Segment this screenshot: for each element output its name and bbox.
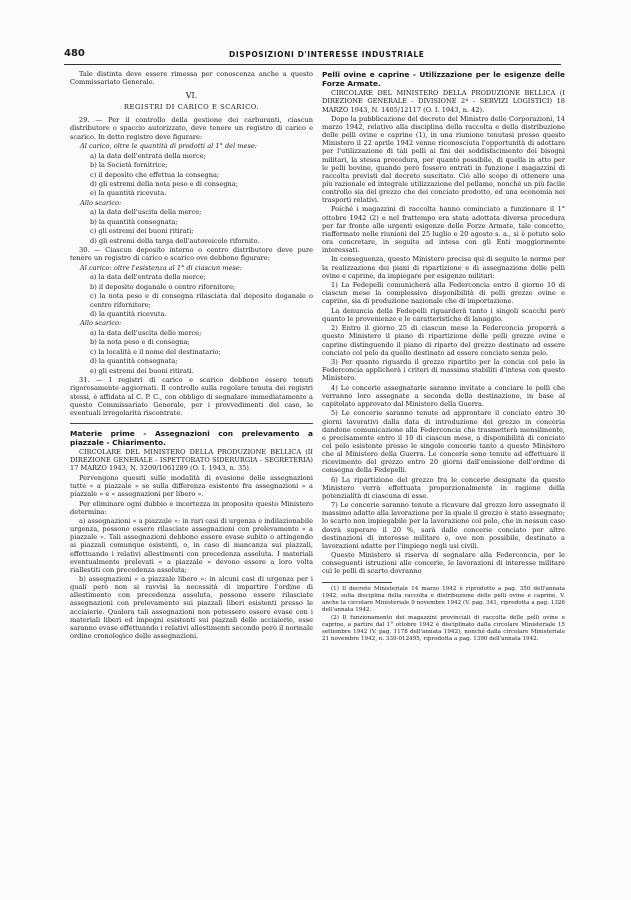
list-item: c) il deposito che effettua la consegna; bbox=[90, 170, 220, 179]
section-divider bbox=[70, 423, 313, 424]
list-item: c) gli estremi dei buoni ritirati; bbox=[90, 227, 194, 236]
list-item: e) la quantità ricevuta. bbox=[90, 189, 167, 198]
section-title: REGISTRI DI CARICO E SCARICO. bbox=[123, 103, 260, 112]
body-paragraph: Per eliminare ogni dubbio e incertezza in proposito questo Ministero determina: bbox=[70, 499, 313, 516]
article-31: 31. — I registri di carico e scarico debbono essere tenuti rigorosamente aggiornati. Il controllo sulla regolare tenuta dei registri stessi, è affidata al C. P. C., con obbligo di segnalare immediatamente a questo Commissariato Generale, per i provvedimenti del caso, le eventuali irregolarità riscontrate. bbox=[70, 376, 313, 417]
body-paragraph: Questo Ministero si riserva di segnalare alla Federconcia, per le conseguenti istruzioni alle concerie, le lavorazioni di interesse militare cui le pelli di scarto dovranno bbox=[322, 551, 565, 576]
clause-b: b) assegnazioni « a piazzale libero »: in alcuni casi di urgenza per i quali però non si ravvisi la necessità di impartire l'ordine di allestimento con precedenza assoluta, possono essere rilasciate assegnazioni con prelevamento sui piazzali liberi esistenti presso le acciaierie. Qualora tali assegnazioni non potessero essere evase con i materiali liberi ed impegni esistenti sui piazzali delle acciaierie, esse saranno evase effettuando i relativi allestimenti secondo però il normale ordine cronologico delle assegnazioni. bbox=[70, 575, 313, 640]
list-item: d) gli estremi della targa dell'autoveicolo rifornito. bbox=[90, 236, 260, 245]
page-header bbox=[64, 48, 561, 65]
page-number: 480 bbox=[64, 48, 85, 59]
list-item: b) la Società fornitrice; bbox=[90, 161, 168, 170]
body-paragraph: Pervengono quesiti sulle modalità di evasione delle assegnazioni tutte « a piazzale » se sulla differenza esistente fra assegnazioni « a piazzale » e « assegnazioni per libero ». bbox=[70, 473, 313, 499]
list-item: c) la località e il nome del destinatario; bbox=[90, 347, 221, 356]
body-paragraph: Poiché i magazzini di raccolta hanno cominciato a funzionare il 1° ottobre 1942 (2) e nel frattempo era stata adottata diversa procedura per far fronte alle urgenti esigenze delle Forze Armate, tale concetto, riaffermato nelle riunioni del 25 luglio e 20 agosto s. a., si è potuto solo ora concretare, in seguito ad intesa con gli Enti maggiormente interessati. bbox=[322, 205, 565, 254]
list-item: e) gli estremi dei buoni ritirati. bbox=[90, 366, 194, 375]
list-item: a) la data dell'entrata della merce; bbox=[90, 151, 206, 160]
running-title: DISPOSIZIONI D'INTERESSE INDUSTRIALE bbox=[229, 50, 425, 59]
footnote-rule bbox=[322, 582, 392, 583]
carico-label: Al carico, oltre le quantità di prodotti al 1° del mese: bbox=[80, 142, 257, 151]
body-paragraph: In conseguenza, questo Ministero precisa qui di seguito le norme per la realizzazione dei piani di ripartizione e di assegnazione delle pelli ovine e caprine, da impiegare per esigenze militari: bbox=[322, 255, 565, 280]
article-heading: Pelli ovine e caprine - Utilizzazione per le esigenze delle Forze Armate. bbox=[322, 70, 565, 88]
circular-reference: CIRCOLARE DEL MINISTERO DELLA PRODUZIONE BELLICA (I DIREZIONE GENERALE - DIVISIONE 2ª - SERVIZI LOGISTICI) 18 MARZO 1943, N. 1405/12117 (O. I. 1943, n. 42). bbox=[322, 89, 565, 114]
article-heading: Materie prime - Assegnazioni con prelevamento a piazzale - Chiarimento. bbox=[70, 428, 313, 447]
rule-3: 3) Per quanto riguarda il grezzo ripartito per la concia col pelo la Federconcia applicherà i criteri di massima stabiliti d'intesa con questo Ministero. bbox=[322, 358, 565, 383]
section-number: VI. bbox=[185, 91, 198, 101]
body-paragraph: La denuncia della Fedepelli riguarderà tanto i singoli scacchi però quanto le provenienze e le caratteristiche di lanaggio. bbox=[322, 306, 565, 323]
list-item: a) la data dell'uscita della merce; bbox=[90, 208, 202, 217]
carico-label: Al carico: oltre l'esistenza al 1° di ciascun mese: bbox=[80, 263, 242, 272]
list-item: c) la nota peso e di consegna rilasciata dal deposito doganale o centro rifornitore; bbox=[90, 292, 313, 309]
article-29: 29. — Per il controllo della gestione dei carburanti, ciascun distributore o spaccio autorizzato, deve tenere un registro di carico e scarico. In detto registro deve figurare: bbox=[70, 116, 313, 141]
list-item: b) il deposito doganale o centro rifornitore; bbox=[90, 282, 236, 291]
article-30: 30. — Ciascun deposito interno o centro distributore deve pure tenere un registro di carico e scarico ove debbono figurare: bbox=[70, 246, 313, 263]
rule-7: 7) Le concerie saranno tenute a ricavare dal grezzo loro assegnato il massimo adatto alla lavorazione per la quale il grezzo è stato assegnato; lo scarto non impiegabile per la lavorazione col pelo, che in nessun caso dovrà superare il 20 %, sarà dalle concerie conciato per altre destinazioni di interesse militare e, ove non possibile, destinato a lavorazioni adatte per l'impiego negli usi civili. bbox=[322, 501, 565, 550]
left-column bbox=[70, 70, 313, 641]
list-item: b) la quantità consegnata; bbox=[90, 217, 178, 226]
list-item: b) la nota peso e di consegna; bbox=[90, 338, 190, 347]
rule-1: 1) La Fedepelli comunicherà alla Federconcia entro il giorno 10 di ciascun mese la complessiva disponibilità di pelli grezze ovine e caprine, sia di produzione nazionale che di importazione. bbox=[322, 281, 565, 306]
body-paragraph: Dopo la pubblicazione del decreto del Ministro delle Corporazioni, 14 marzo 1942, relativo alla disciplina della raccolta e della distribuzione delle pelli ovine e caprine (1), in una riunione tenutasi presso questo Ministero il 22 aprile 1942 venne riconosciuta l'opportunità di adottare per l'utilizzazione di tali pelli ai fini dei soddisfacimento dei bisogni militari, la stessa procedura, per quanto possibile, di quella in atto per le pelli bovine, quando però fossero entrati in funzione i magazzini di raccolta previsti dal decreto suscitato. Ciò allo scopo di ottenere una più razionale ed integrale utilizzazione del pellame, nonché un più facile controllo sia del grezzo che dei conciato prodotto, ed una economia nei trasporti relativi. bbox=[322, 115, 565, 204]
list-item: d) gli estremi della nota peso e di consegna; bbox=[90, 179, 238, 188]
list-item: a) la data dell'uscita delle merce; bbox=[90, 328, 202, 337]
circular-reference: CIRCOLARE DEL MINISTERO DELLA PRODUZIONE BELLICA (II DIREZIONE GENERALE - ISPETTORATO SIDERURGIA - SEGRETERIA) 17 MARZO 1943, N. 3209/1061289 (O. I. 1943, n. 35). bbox=[70, 448, 313, 473]
list-item: d) la quantità consegnata; bbox=[90, 357, 178, 366]
rule-2: 2) Entro il giorno 25 di ciascun mese la Federconcia proporrà a questo Ministero il piano di ripartizione delle pelli grezze ovine e caprine distinguendo il piano di riparto del grezzo destinato ad essere conciato col pelo da quello destinato ad essere conciato senza pelo. bbox=[322, 324, 565, 357]
intro-paragraph: Tale distinta deve essere rimessa per conoscenza anche a questo Commissariato Generale. bbox=[70, 70, 313, 87]
rule-5: 5) Le concerie saranno tenute ad approntare il conciato entro 30 giorni lavorativi dalla data di introduzione del grezzo in conceria dandone comunicazione alla Federconcia che trasmetterà mensilmente, e precisamente entro il 10 di ciascun mese, a disponibilità di conciato col pelo esistente presso le singole concerie tanto a questo Ministero che al Ministero della Guerra. Le conceríe sono tenute ad effettuare il ricevimento del grezzo entro 20 giorni dall'emissione dell'ordine di consegna della Fedepelli. bbox=[322, 409, 565, 475]
clause-a: a) assegnazioni « a piazzale »: in rari casi di urgenza e indilazionabile urgenza, possono essere rilasciate assegnazioni con prelevamento « a piazzale ». Tali assegnazioni debbono essere evase subito o attingendo ai piazzali comunque esistenti, o, in caso di mancanza sui piazzali, effettuando i relativi allestimenti con precedenza assoluta. I materiali eventualmente prelevati « a piazzale » devono essere a loro volta riallestiti con precedenza assoluta; bbox=[70, 517, 313, 574]
scarico-label: Allo scarico: bbox=[80, 319, 122, 328]
footnote-1: (1) Il decreto Ministeriale 14 marzo 1942 è riprodotto a pag. 350 dell'annata 1942, sulla disciplina della raccolta e distribuzione delle pelli ovine e caprine, V. anche la circolare Ministeriale 9 novembre 1942 (V. pag. 341, riprodotta a pag. 1326 dell'annata 1942. bbox=[322, 585, 565, 613]
list-item: d) la quantità ricevuta. bbox=[90, 309, 167, 318]
right-column bbox=[322, 70, 565, 644]
rule-4: 4) Le concerie assegnatarie saranno invitate a conciare le pelli che verranno loro assegnate a seconda della destinazione, in base al capitolato approvato dal Ministero della Guerra. bbox=[322, 383, 565, 408]
rule-6: 6) La ripartizione del grezzo fra le concerie designate da questo Ministero verrà effettuata proporzionalmente in ragione della potenzialità di ciascuna di esse. bbox=[322, 475, 565, 500]
scarico-label: Allo scarico: bbox=[80, 198, 122, 207]
list-item: a) la data dell'entrata della merce; bbox=[90, 273, 206, 282]
footnote-2: (2) Il funzionamento dei magazzini provinciali di raccolta delle pelli ovine e caprine, a partire dal 1° ottobre 1942 è disciplinato dalla circolare Ministeriale 15 settembre 1942 (V. pag. 1178 dell'annata 1942), nonché dalla circolare Ministeriale 21 novembre 1942, n. 339-012495, riprodotta a pag. 1390 dell'annata 1942. bbox=[322, 614, 565, 642]
